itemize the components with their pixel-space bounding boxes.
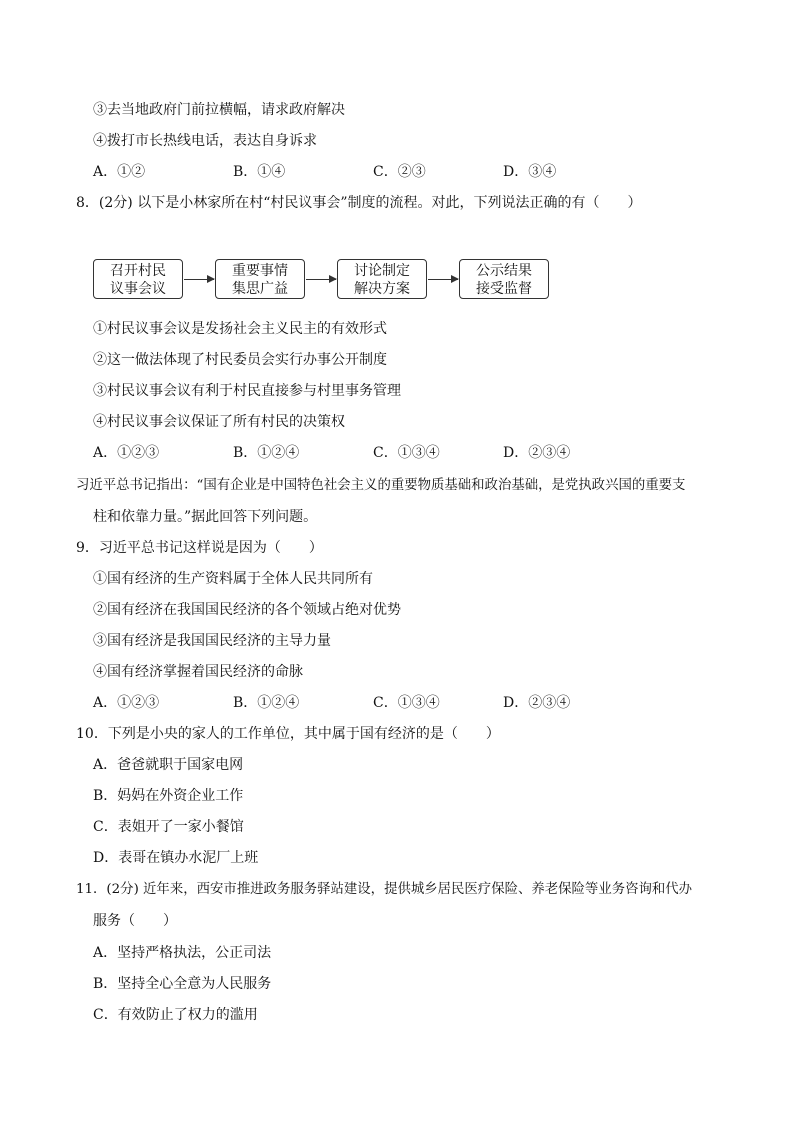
q9-option-d: D．②③④	[503, 695, 571, 711]
flow-step-1-line2: 议事会议	[110, 281, 166, 297]
q9-option-b: B．①②④	[233, 695, 300, 711]
q11-stem-line-2: 服务（ ）	[93, 913, 177, 929]
q9-item-1: ①国有经济的生产资料属于全体人民共同所有	[93, 571, 373, 587]
q8-item-4: ④村民议事会议保证了所有村民的决策权	[93, 414, 345, 430]
q9-option-a: A．①②③	[93, 695, 160, 711]
q8-item-3: ③村民议事会议有利于村民直接参与村里事务管理	[93, 383, 401, 399]
flow-step-2-line2: 集思广益	[232, 281, 288, 297]
flow-step-4	[459, 259, 549, 299]
q8-stem: 8．(2分) 以下是小林家所在村“村民议事会”制度的流程。对此，下列说法正确的有（ ）	[76, 195, 642, 211]
flow-arrow-1	[184, 279, 214, 280]
q7-item-4: ④拨打市长热线电话，表达自身诉求	[93, 133, 317, 149]
q8-item-1: ①村民议事会议是发扬社会主义民主的有效形式	[93, 321, 387, 337]
q8-item-2: ②这一做法体现了村民委员会实行办事公开制度	[93, 352, 387, 368]
q8-option-d: D．②③④	[503, 445, 571, 461]
q8-flow-diagram	[93, 259, 563, 305]
q11-option-b: B．坚持全心全意为人民服务	[93, 976, 272, 992]
flow-arrow-2	[306, 279, 336, 280]
q9-stem: 9．习近平总书记这样说是因为（ ）	[76, 540, 323, 556]
q9-item-4: ④国有经济掌握着国民经济的命脉	[93, 664, 303, 680]
q9-option-c: C．①③④	[373, 695, 440, 711]
flow-step-2	[215, 259, 305, 299]
q7-option-c: C．②③	[373, 164, 426, 180]
flow-step-3	[337, 259, 427, 299]
q11-option-a: A．坚持严格执法，公正司法	[93, 945, 272, 961]
q7-option-a: A．①②	[93, 164, 146, 180]
q8-option-b: B．①②④	[233, 445, 300, 461]
flow-step-4-line1: 公示结果	[476, 263, 532, 279]
q8-option-c: C．①③④	[373, 445, 440, 461]
q9-item-2: ②国有经济在我国国民经济的各个领域占绝对优势	[93, 602, 401, 618]
q11-stem-line-1: 11．(2分) 近年来，西安市推进政务服务驿站建设，提供城乡居民医疗保险、养老保险等业务咨询和代办	[76, 882, 693, 897]
q7-option-b: B．①④	[233, 164, 286, 180]
flow-step-2-line1: 重要事情	[232, 263, 288, 279]
flow-step-1	[93, 259, 183, 299]
q10-option-c: C．表姐开了一家小餐馆	[93, 819, 244, 835]
q9-item-3: ③国有经济是我国国民经济的主导力量	[93, 633, 331, 649]
flow-step-1-line1: 召开村民	[110, 263, 166, 279]
material-line-2: 柱和依靠力量。”据此回答下列问题。	[93, 509, 318, 525]
q10-option-d: D．表哥在镇办水泥厂上班	[93, 850, 259, 866]
q8-option-a: A．①②③	[93, 445, 160, 461]
flow-arrow-3	[428, 279, 458, 280]
flow-step-4-line2: 接受监督	[476, 281, 532, 297]
q10-option-a: A．爸爸就职于国家电网	[93, 757, 244, 773]
q10-option-b: B．妈妈在外资企业工作	[93, 788, 244, 804]
flow-step-3-line1: 讨论制定	[354, 263, 410, 279]
q10-stem: 10．下列是小央的家人的工作单位，其中属于国有经济的是（ ）	[76, 726, 500, 742]
material-line-1: 习近平总书记指出：“国有企业是中国特色社会主义的重要物质基础和政治基础，是党执政兴国的重要支	[76, 478, 686, 493]
q7-option-d: D．③④	[503, 164, 557, 180]
q11-option-c: C．有效防止了权力的滥用	[93, 1007, 258, 1023]
q7-item-3: ③去当地政府门前拉横幅，请求政府解决	[93, 102, 345, 118]
flow-step-3-line2: 解决方案	[354, 281, 410, 297]
